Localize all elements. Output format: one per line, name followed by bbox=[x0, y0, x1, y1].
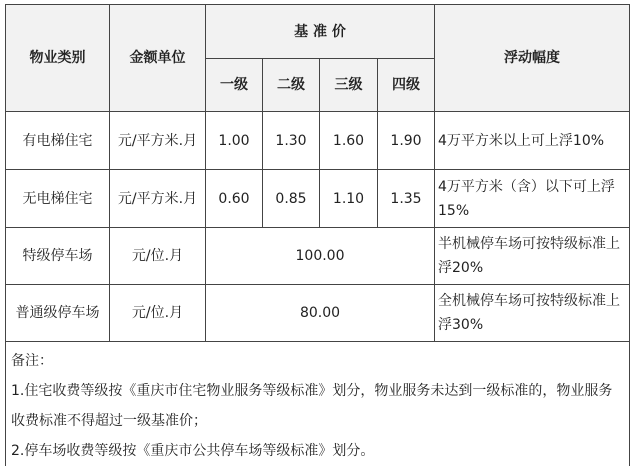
row-price-level-2: 0.85 bbox=[263, 170, 320, 228]
row-category: 普通级停车场 bbox=[6, 285, 110, 342]
note-item-2: 2.停车场收费等级按《重庆市公共停车场等级标准》划分。 bbox=[11, 443, 375, 459]
notes-cell bbox=[6, 342, 630, 466]
row-float: 4万平方米以上可上浮10% bbox=[435, 112, 630, 170]
row-unit: 元/位.月 bbox=[110, 285, 206, 342]
row-price-level-1: 0.60 bbox=[206, 170, 263, 228]
row-price-level-4: 1.35 bbox=[378, 170, 435, 228]
header-level-4: 四级 bbox=[378, 59, 435, 112]
row-unit: 元/位.月 bbox=[110, 228, 206, 285]
header-level-1: 一级 bbox=[206, 59, 263, 112]
row-price-level-1: 1.00 bbox=[206, 112, 263, 170]
header-float-range: 浮动幅度 bbox=[435, 5, 630, 112]
row-float: 全机械停车场可按特级标准上浮30% bbox=[435, 285, 630, 342]
row-price: 100.00 bbox=[206, 228, 435, 285]
row-price-level-3: 1.60 bbox=[320, 112, 378, 170]
header-category: 物业类别 bbox=[6, 5, 110, 112]
row-price-level-3: 1.10 bbox=[320, 170, 378, 228]
notes-row bbox=[6, 342, 630, 466]
table-row bbox=[6, 112, 630, 170]
fee-standard-table bbox=[5, 4, 630, 466]
row-float: 4万平方米（含）以下可上浮15% bbox=[435, 170, 630, 228]
fee-standard-table-container bbox=[5, 4, 629, 464]
row-category: 无电梯住宅 bbox=[6, 170, 110, 228]
row-unit: 元/平方米.月 bbox=[110, 112, 206, 170]
row-price-level-2: 1.30 bbox=[263, 112, 320, 170]
row-unit: 元/平方米.月 bbox=[110, 170, 206, 228]
table-row bbox=[6, 228, 630, 285]
header-level-3: 三级 bbox=[320, 59, 378, 112]
row-price-level-4: 1.90 bbox=[378, 112, 435, 170]
table-row bbox=[6, 170, 630, 228]
table-row bbox=[6, 285, 630, 342]
note-item-1: 1.住宅收费等级按《重庆市住宅物业服务等级标准》划分，物业服务未达到一级标准的，物业服务收费标准不得超过一级基准价； bbox=[11, 383, 613, 429]
row-category: 特级停车场 bbox=[6, 228, 110, 285]
header-row bbox=[6, 5, 630, 59]
header-level-2: 二级 bbox=[263, 59, 320, 112]
row-category: 有电梯住宅 bbox=[6, 112, 110, 170]
notes-title: 备注： bbox=[11, 353, 53, 369]
row-price: 80.00 bbox=[206, 285, 435, 342]
row-float: 半机械停车场可按特级标准上浮20% bbox=[435, 228, 630, 285]
header-unit: 金额单位 bbox=[110, 5, 206, 112]
header-base-price: 基 准 价 bbox=[206, 5, 435, 59]
